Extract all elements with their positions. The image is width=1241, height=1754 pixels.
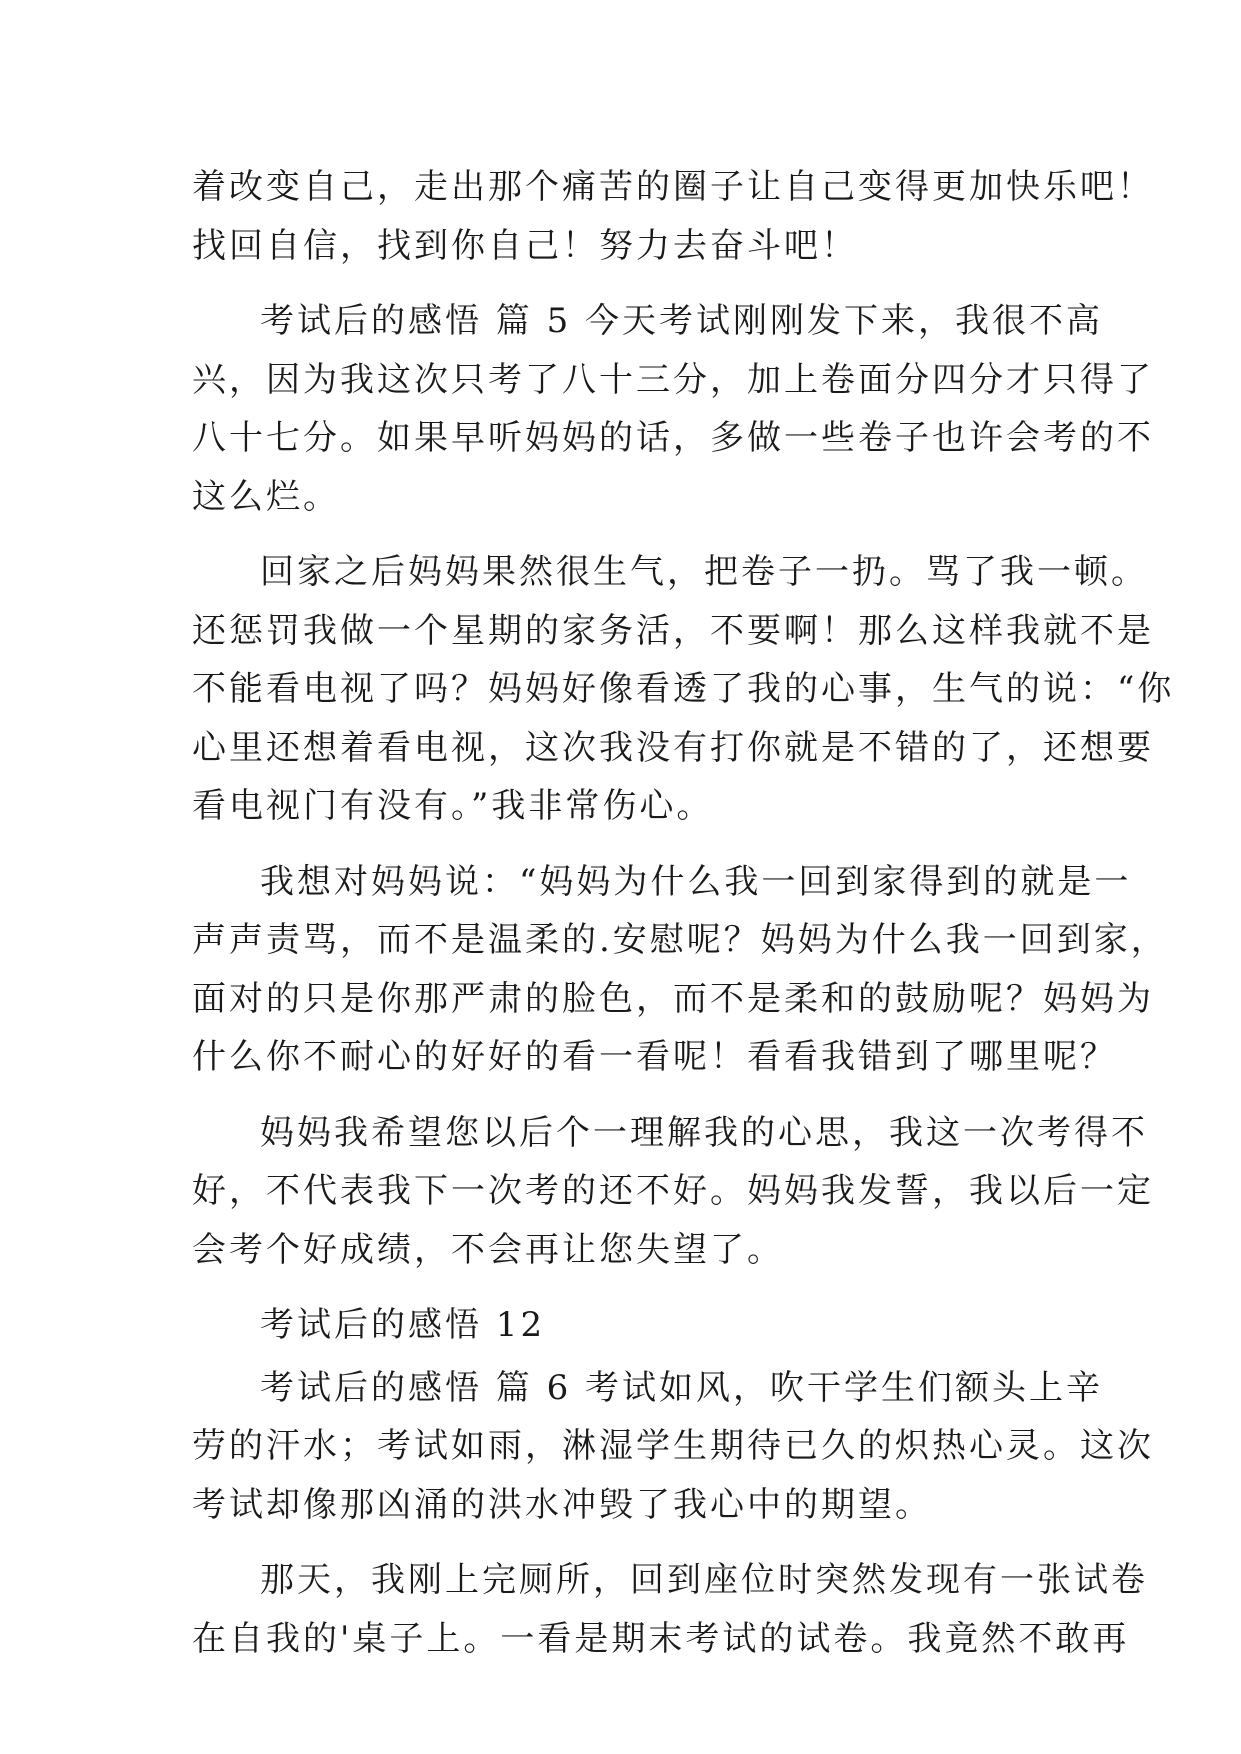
text-line: 劳的汗水；考试如雨，淋湿学生期待已久的炽热心灵。这次 bbox=[192, 1426, 1154, 1466]
text-line: 心里还想着看电视，这次我没有打你就是不错的了，还想要 bbox=[192, 727, 1154, 768]
text-line: 考试却像那凶涌的洪水冲毁了我心中的期望。 bbox=[192, 1484, 932, 1525]
text-line: 着改变自己，走出那个痛苦的圈子让自己变得更加快乐吧！ bbox=[192, 167, 1154, 207]
text-line: 回家之后妈妈果然很生气，把卷子一扔。骂了我一顿。 bbox=[260, 552, 1148, 592]
text-line: 还惩罚我做一个星期的家务活，不要啊！那么这样我就不是 bbox=[192, 610, 1154, 651]
text-line: 声声责骂，而不是温柔的.安慰呢？妈妈为什么我一回到家， bbox=[192, 920, 1168, 960]
text-line: 什么你不耐心的好好的看一看呢！看看我错到了哪里呢？ bbox=[192, 1037, 1117, 1077]
text-line: 不能看电视了吗？妈妈好像看透了我的心事，生气的说：“你 bbox=[192, 669, 1175, 709]
text-line: 会考个好成绩，不会再让您失望了。 bbox=[192, 1229, 784, 1270]
text-line: 面对的只是你那严肃的脸色，而不是柔和的鼓励呢？妈妈为 bbox=[192, 978, 1154, 1019]
text-line: 看电视门有没有。”我非常伤心。 bbox=[192, 786, 714, 826]
document-body bbox=[192, 158, 1175, 1668]
text-line: 那天，我刚上完厕所，回到座位时突然发现有一张试卷 bbox=[260, 1560, 1148, 1600]
text-line: 找回自信，找到你自己！努力去奋斗吧！ bbox=[192, 225, 858, 266]
text-line: 我想对妈妈说：“妈妈为什么我一回到家得到的就是一 bbox=[260, 861, 1132, 902]
section-heading-5: 考试后的感悟 篇 5 今天考试刚刚发下来，我很不高 bbox=[260, 301, 1104, 341]
text-line: 在自我的'桌子上。一看是期末考试的试卷。我竟然不敢再 bbox=[192, 1618, 1130, 1659]
section-heading-6: 考试后的感悟 篇 6 考试如风，吹干学生们额头上辛 bbox=[260, 1367, 1104, 1408]
section-title-12: 考试后的感悟 12 bbox=[260, 1305, 546, 1345]
text-line: 八十七分。如果早听妈妈的话，多做一些卷子也许会考的不 bbox=[192, 418, 1154, 458]
text-line: 好，不代表我下一次考的还不好。妈妈我发誓，我以后一定 bbox=[192, 1171, 1154, 1211]
text-line: 妈妈我希望您以后个一理解我的心思，我这一次考得不 bbox=[260, 1112, 1148, 1153]
text-line: 这么烂。 bbox=[192, 476, 340, 517]
text-line: 兴，因为我这次只考了八十三分，加上卷面分四分才只得了 bbox=[192, 359, 1154, 400]
